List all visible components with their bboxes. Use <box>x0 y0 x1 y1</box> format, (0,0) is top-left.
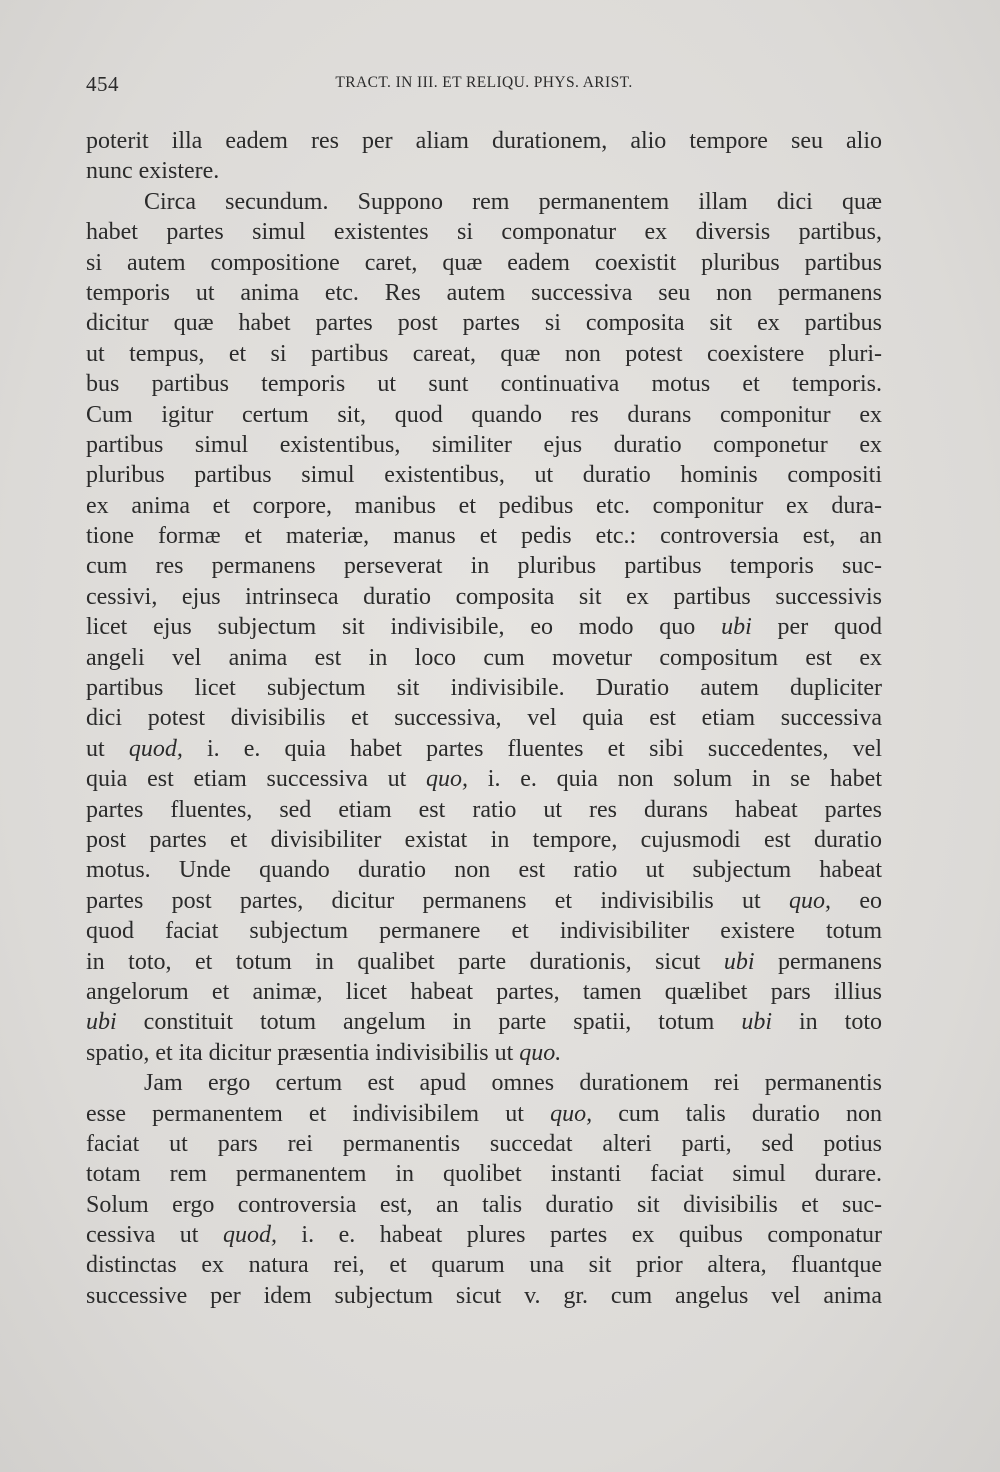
italic-term: quo, <box>426 766 469 793</box>
italic-term: ubi <box>741 1009 772 1036</box>
text-line: angeli vel anima est in loco cum movetur compositum est ex <box>86 644 882 671</box>
text-line: distinctas ex natura rei, et quarum una sit prior altera, fluantque <box>86 1252 882 1279</box>
text-line: dici potest divisibilis et successiva, vel quia est etiam successiva <box>86 705 882 732</box>
text-line: partibus simul existentibus, similiter ejus duratio componetur ex <box>86 431 882 458</box>
italic-term: quo. <box>519 1039 562 1066</box>
text-line: temporis ut anima etc. Res autem successiva seu non permanens <box>86 279 882 306</box>
text-line: habet partes simul existentes si componatur ex diversis partibus, <box>86 219 882 246</box>
text-line: partes fluentes, sed etiam est ratio ut res durans habeat partes <box>86 796 882 823</box>
text-line: partes post partes, dicitur permanens et indivisibilis ut quo, eo <box>86 887 882 914</box>
body-text <box>86 126 882 1311</box>
text-line: licet ejus subjectum sit indivisibile, eo modo quo ubi per quod <box>86 614 882 641</box>
text-line: dicitur quæ habet partes post partes si composita sit ex partibus <box>86 310 882 337</box>
text-line: Cum igitur certum sit, quod quando res durans componitur ex <box>86 401 882 428</box>
running-title: TRACT. IN III. ET RELIQU. PHYS. ARIST. <box>335 74 633 91</box>
text-line: partibus licet subjectum sit indivisibile. Duratio autem dupliciter <box>86 675 882 702</box>
text-line: ut quod, i. e. quia habet partes fluentes et sibi succedentes, vel <box>86 735 882 762</box>
italic-term: ubi <box>86 1009 117 1036</box>
text-line: tione formæ et materiæ, manus et pedis etc.: controversia est, an <box>86 523 882 550</box>
text-line: motus. Unde quando duratio non est ratio ut subjectum habeat <box>86 857 882 884</box>
text-line: cessivi, ejus intrinseca duratio composita sit ex partibus successivis <box>86 583 882 610</box>
text-line: Jam ergo certum est apud omnes durationem rei permanentis <box>144 1070 882 1097</box>
text-line: spatio, et ita dicitur præsentia indivisibilis ut quo. <box>86 1039 562 1066</box>
text-line: cessiva ut quod, i. e. habeat plures partes ex quibus componatur <box>86 1222 882 1249</box>
text-line: successive per idem subjectum sicut v. gr. cum angelus vel anima <box>86 1282 882 1309</box>
text-line: nunc existere. <box>86 158 220 185</box>
italic-term: ubi <box>721 614 752 641</box>
page-number: 454 <box>86 72 119 96</box>
text-line: quod faciat subjectum permanere et indivisibiliter existere totum <box>86 918 882 945</box>
text-line: si autem compositione caret, quæ eadem coexistit pluribus partibus <box>86 249 882 276</box>
running-head <box>86 72 882 100</box>
text-line: Circa secundum. Suppono rem permanentem illam dici quæ <box>144 188 882 215</box>
text-line: in toto, et totum in qualibet parte durationis, sicut ubi permanens <box>86 948 882 975</box>
text-line: ex anima et corpore, manibus et pedibus etc. componitur ex dura- <box>86 492 882 519</box>
text-line: angelorum et animæ, licet habeat partes, tamen quælibet pars illius <box>86 978 882 1005</box>
italic-term: quod, <box>222 1222 277 1249</box>
text-line: post partes et divisibiliter existat in tempore, cujusmodi est duratio <box>86 826 882 853</box>
italic-term: quo, <box>550 1100 593 1127</box>
text-line: Solum ergo controversia est, an talis duratio sit divisibilis et suc- <box>86 1191 882 1218</box>
italic-term: quod, <box>128 735 183 762</box>
text-line: cum res permanens perseverat in pluribus partibus temporis suc- <box>86 553 882 580</box>
text-line: totam rem permanentem in quolibet instanti faciat simul durare. <box>86 1161 882 1188</box>
text-line: pluribus partibus simul existentibus, ut duratio hominis compositi <box>86 462 882 489</box>
text-line: faciat ut pars rei permanentis succedat alteri parti, sed potius <box>86 1130 882 1157</box>
text-line: bus partibus temporis ut sunt continuativa motus et temporis. <box>86 371 882 398</box>
italic-term: ubi <box>723 948 755 975</box>
italic-term: quo, <box>789 887 832 914</box>
text-line: ut tempus, et si partibus careat, quæ non potest coexistere pluri- <box>86 340 882 367</box>
text-line: poterit illa eadem res per aliam durationem, alio tempore seu alio <box>86 128 882 154</box>
text-line: esse permanentem et indivisibilem ut quo, cum talis duratio non <box>86 1100 883 1127</box>
text-line: quia est etiam successiva ut quo, i. e. quia non solum in se habet <box>86 766 882 793</box>
text-line: ubi constituit totum angelum in parte spatii, totum ubi in toto <box>86 1009 882 1036</box>
